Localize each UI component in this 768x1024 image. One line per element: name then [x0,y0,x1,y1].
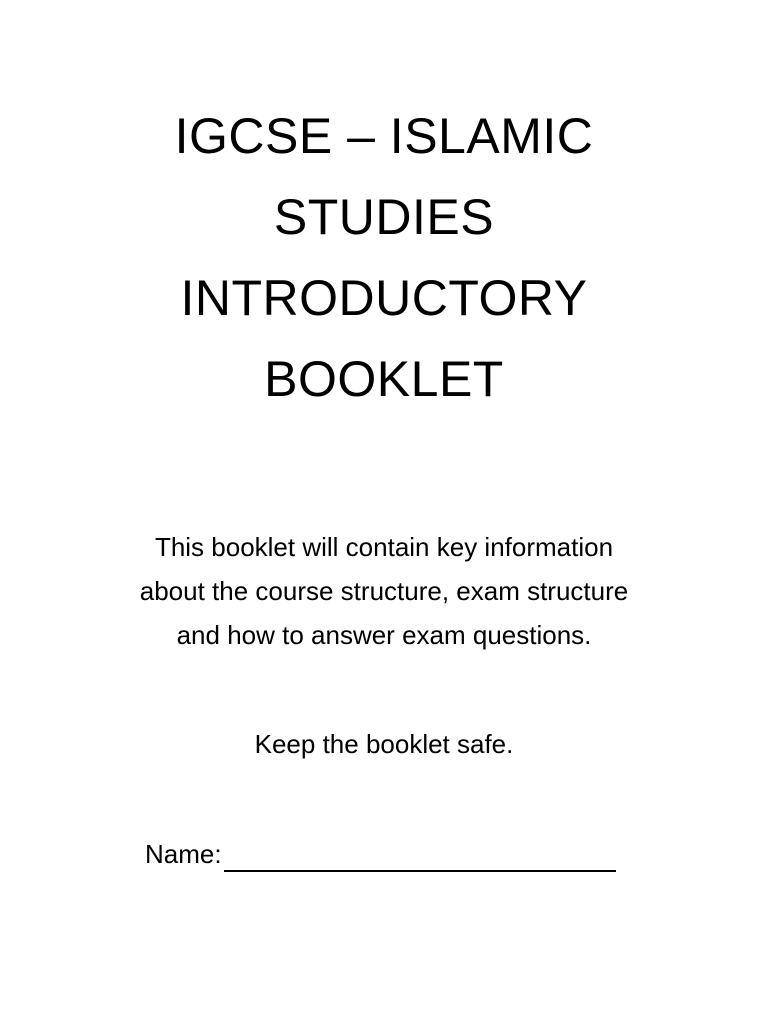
title-line-2: STUDIES [273,189,495,245]
keep-safe-note: Keep the booklet safe. [254,729,514,759]
title-line-4: BOOKLET [264,351,504,407]
name-row [145,832,616,876]
intro-paragraph [0,525,768,657]
name-field[interactable] [224,842,616,872]
intro-line-3: and how to answer exam questions. [176,620,592,650]
name-label: Name: [145,839,222,869]
title-line-3: INTRODUCTORY [180,270,588,326]
intro-line-1: This booklet will contain key information [154,532,614,562]
intro-line-2: about the course structure, exam structure [139,576,629,606]
title-line-1: IGCSE – ISLAMIC [174,108,594,164]
page-title [0,96,768,420]
